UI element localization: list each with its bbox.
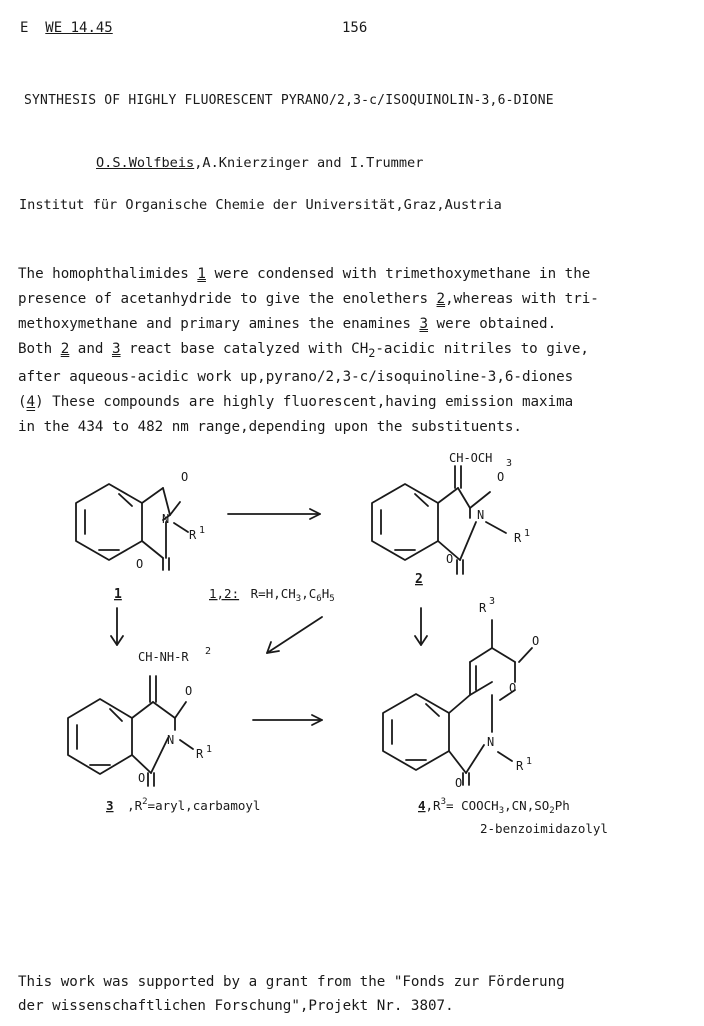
atom-label: R xyxy=(189,528,197,542)
scheme-text: = COOCH xyxy=(446,798,499,813)
atom-label: O xyxy=(455,776,463,790)
atom-label: 1 xyxy=(526,756,533,767)
atom-label: O xyxy=(446,552,454,566)
scheme-text: 3 xyxy=(440,797,447,807)
atom-label: O xyxy=(185,684,193,698)
compound-4-description xyxy=(418,797,570,816)
reaction-scheme xyxy=(0,440,704,860)
page-number: 156 xyxy=(342,20,368,36)
scheme-text: 4 xyxy=(418,798,426,813)
atom-label: N xyxy=(167,733,175,747)
atom-label: 2 xyxy=(205,646,212,657)
atom-label: N xyxy=(487,735,495,749)
atom-label: 3 xyxy=(506,458,513,469)
footnote-line: This work was supported by a grant from the "Fonds zur Förderung xyxy=(18,974,565,990)
arrow-2-to-3 xyxy=(267,617,322,653)
structure-compound-4 xyxy=(383,620,532,785)
abstract-line: The homophthalimides 1 were condensed with trimethoxymethane in the xyxy=(18,266,591,282)
atom-label: O xyxy=(138,771,146,785)
atom-label: O xyxy=(509,681,517,695)
abstract-line: (4) These compounds are highly fluorescent,having emission maxima xyxy=(18,394,574,411)
atom-label: 1 xyxy=(206,744,213,755)
document-code xyxy=(20,20,113,36)
compound-label: 1 xyxy=(114,587,122,602)
abstract-line: after aqueous-acidic work up,pyrano/2,3-c/isoquinoline-3,6-diones xyxy=(18,369,574,386)
atom-label: O xyxy=(497,470,505,484)
scheme-text: ,R xyxy=(127,798,143,813)
atom-label: N xyxy=(477,508,485,522)
abstract-line: in the 434 to 482 nm range,depending upon the substituents. xyxy=(18,419,522,436)
abstract-line: methoxymethane and primary amines the enamines 3 were obtained. xyxy=(18,315,557,332)
authors xyxy=(96,155,423,171)
scheme-text: Ph xyxy=(554,798,570,813)
scheme-text: ,CN,SO xyxy=(504,798,550,813)
arrow-2-to-4 xyxy=(415,608,427,645)
arrow-3-to-4 xyxy=(253,715,322,725)
scheme-text: R=H,CH xyxy=(250,586,296,601)
abstract-line: Both 2 and 3 react base catalyzed with $CH_2$-acidic nitriles to give, xyxy=(18,340,589,360)
structure-compound-2 xyxy=(372,466,506,574)
abstract xyxy=(18,262,698,440)
scheme-text: 1,2: xyxy=(209,586,240,601)
scheme-text: ,R xyxy=(425,798,441,813)
atom-label: 1 xyxy=(524,528,531,539)
scheme-text: ,C xyxy=(301,586,317,601)
affiliation: Institut für Organische Chemie der Universität,Graz,Austria xyxy=(19,197,502,213)
substituent-definition xyxy=(209,586,335,604)
code-prefix: E xyxy=(20,20,29,36)
abstract-line: presence of acetanhydride to give the enolethers 2,whereas with tri- xyxy=(18,290,599,307)
atom-label: R xyxy=(516,759,524,773)
structure-compound-3 xyxy=(68,676,193,786)
scheme-text: 3 xyxy=(295,594,302,604)
first-author: O.S.Wolfbeis xyxy=(96,155,195,171)
scheme-text: 5 xyxy=(329,594,335,604)
atom-label: O xyxy=(136,557,144,571)
paper-title: SYNTHESIS OF HIGHLY FLUORESCENT PYRANO/2,3-c/ISOQUINOLIN-3,6-DIONE xyxy=(24,93,554,108)
code-id: WE 14.45 xyxy=(45,20,113,36)
scheme-text: 3 xyxy=(106,798,114,813)
atom-label: 3 xyxy=(489,596,496,607)
scheme-text: =aryl,carbamoyl xyxy=(147,798,261,813)
compound-3-description xyxy=(106,797,260,813)
atom-label: 1 xyxy=(199,525,206,536)
structure-compound-1 xyxy=(76,484,188,570)
arrow-1-to-3 xyxy=(111,608,123,645)
scheme-text: 6 xyxy=(316,594,322,604)
atom-label: R xyxy=(479,601,487,615)
atom-label: N xyxy=(162,512,170,526)
atom-label: O xyxy=(532,634,540,648)
atom-label: CH-OCH xyxy=(449,451,493,465)
other-authors: ,A.Knierzinger and I.Trummer xyxy=(194,155,424,171)
arrow-1-to-2 xyxy=(228,509,320,519)
atom-label: R xyxy=(514,531,522,545)
atom-label: CH-NH-R xyxy=(138,650,189,664)
scheme-text: 2 xyxy=(549,806,555,816)
scheme-text: 2 xyxy=(142,797,148,807)
scheme-text: H xyxy=(321,586,330,601)
atom-label: R xyxy=(196,747,204,761)
compound-4-description-line2: 2-benzoimidazolyl xyxy=(480,821,608,836)
footnote-line: der wissenschaftlichen Forschung",Projekt Nr. 3807. xyxy=(18,998,454,1014)
compound-label: 2 xyxy=(415,572,423,587)
funding-footnote xyxy=(18,970,565,1018)
atom-label: O xyxy=(181,470,189,484)
scheme-text: 3 xyxy=(498,806,505,816)
